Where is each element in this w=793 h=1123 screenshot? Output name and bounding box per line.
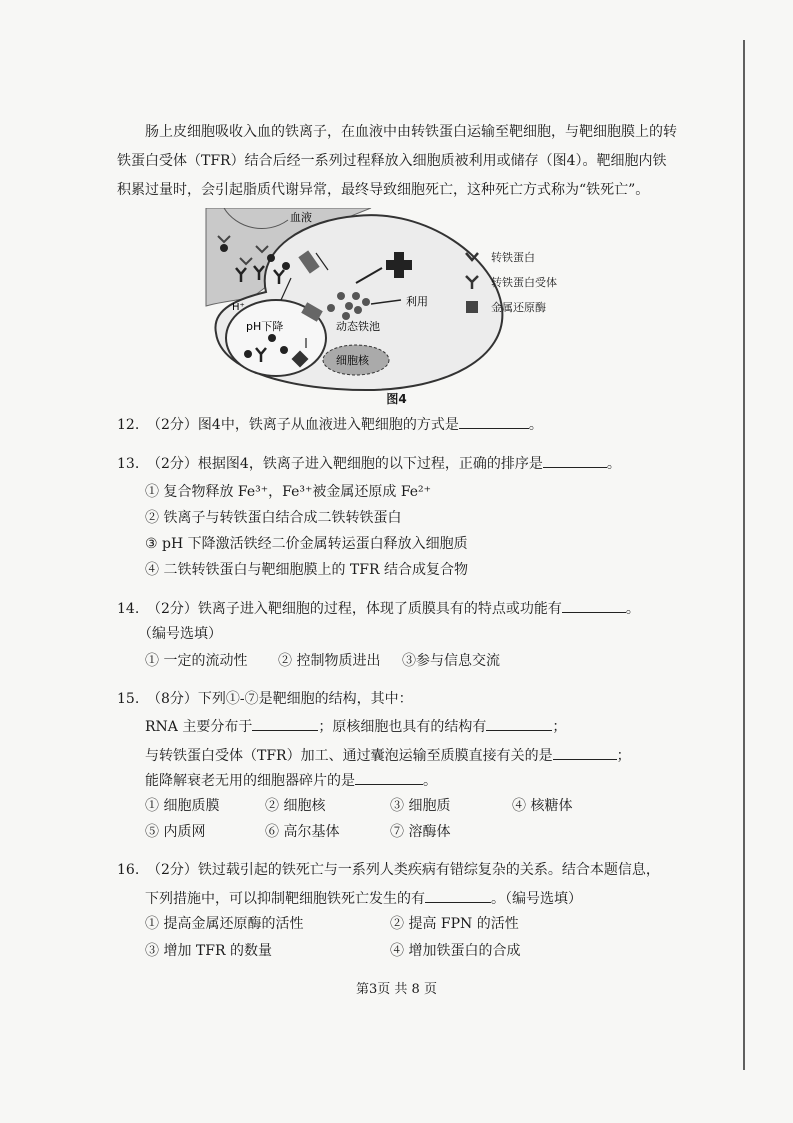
q15-option-5: ⑤ 内质网 [145,824,206,840]
figure-caption: 图4 [386,392,407,406]
q16-option-2: ② 提高 FPN 的活性 [390,916,519,932]
q16-option-3: ③ 增加 TFR 的数量 [145,943,272,959]
answer-blank[interactable] [355,770,423,785]
answer-blank[interactable] [486,716,552,731]
question-16: 16. （2分）铁过载引起的铁死亡与一系列人类疾病有错综复杂的关系。结合本题信息， [117,862,660,878]
legend-item: 转铁蛋白 [463,244,557,269]
q13-option-1: ① 复合物释放 Fe³⁺，Fe³⁺被金属还原成 Fe²⁺ [145,484,432,500]
q15-option-6: ⑥ 高尔基体 [265,824,340,840]
q15-option-7: ⑦ 溶酶体 [390,824,451,840]
q14-option-2: ② 控制物质进出 [278,653,381,669]
q15-line-3: 能降解衰老无用的细胞器碎片的是 。 [145,770,437,791]
q14-option-1: ① 一定的流动性 [145,653,248,669]
transferrin-icon [463,249,481,265]
q16-line-2: 下列措施中，可以抑制靶细胞铁死亡发生的有 。（编号选填） [145,888,582,909]
label-h-plus: H⁺ [232,302,245,313]
answer-blank[interactable] [543,453,607,468]
answer-blank[interactable] [459,414,529,429]
question-13: 13. （2分）根据图4，铁离子进入靶细胞的以下过程，正确的排序是 。 [117,453,621,474]
answer-blank[interactable] [553,745,617,760]
page-footer: 第3页 共 8 页 [356,982,437,997]
q15-option-4: ④ 核糖体 [512,798,573,814]
q13-option-3: ③ pH 下降激活铁经二价金属转运蛋白释放入细胞质 [145,536,468,552]
q15-line-1: RNA 主要分布于 ；原核细胞也具有的结构有 ； [145,716,566,737]
legend-item: 金属还原酶 [463,294,557,319]
metal-reductase-icon [463,299,481,315]
q16-option-1: ① 提高金属还原酶的活性 [145,916,304,932]
question-12: 12. （2分）图4中，铁离子从血液进入靶细胞的方式是 。 [117,414,543,435]
label-blood: 血液 [290,211,312,224]
question-15: 15. （8分）下列①-⑦是靶细胞的结构，其中： [117,691,413,707]
q14-option-3: ③参与信息交流 [402,653,500,669]
q15-option-1: ① 细胞质膜 [145,798,220,814]
q15-option-3: ③ 细胞质 [390,798,451,814]
q15-line-2: 与转铁蛋白受体（TFR）加工、通过囊泡运输至质膜直接有关的是 ； [145,745,631,766]
label-iron-pool: 动态铁池 [336,320,380,333]
answer-blank[interactable] [252,716,318,731]
q14-note: （编号选填） [138,626,222,642]
tfr-receptor-icon [463,274,481,290]
figure-legend [463,244,557,319]
q13-option-4: ④ 二铁转铁蛋白与靶细胞膜上的 TFR 结合成复合物 [145,562,468,578]
legend-item: 转铁蛋白受体 [463,269,557,294]
answer-blank[interactable] [562,598,626,613]
q16-option-4: ④ 增加铁蛋白的合成 [390,943,521,959]
q15-option-2: ② 细胞核 [265,798,326,814]
intro-paragraph: 肠上皮细胞吸收入血的铁离子，在血液中由转铁蛋白运输至靶细胞，与靶细胞膜上的转铁蛋白受体（TFR）结合后经一系列过程释放入细胞质被利用或储存（图4）。靶细胞内铁积累过量时，会引起脂质代谢异常，最终导致细胞死亡，这种死亡方式称为“铁死亡”。 [117,124,677,198]
label-nucleus: 细胞核 [336,354,369,367]
page-edge-line [743,40,745,1070]
answer-blank[interactable] [425,888,491,903]
question-14: 14. （2分）铁离子进入靶细胞的过程，体现了质膜具有的特点或功能有 。 [117,598,640,619]
q13-option-2: ② 铁离子与转铁蛋白结合成二铁转铁蛋白 [145,510,402,526]
label-ph-drop: pH下降 [246,320,284,333]
label-use: 利用 [406,295,428,308]
